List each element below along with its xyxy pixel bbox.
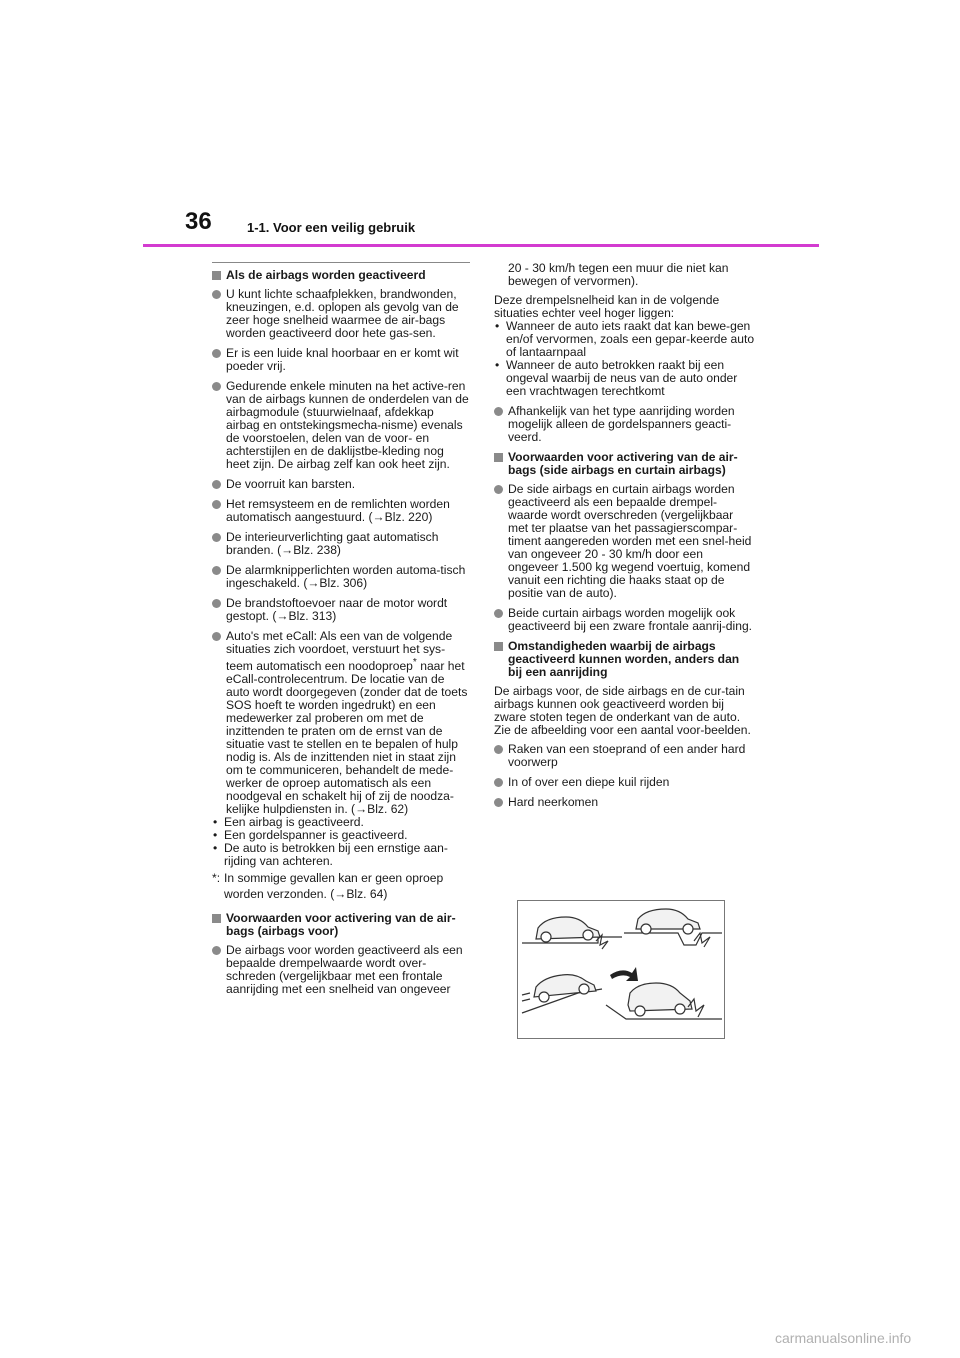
bullet-item: Hard neerkomen [494,796,756,809]
car-impact-drawing [518,901,724,1038]
page-header [185,208,820,244]
section-divider [212,262,470,263]
heading-airbags-activated: Als de airbags worden geactiveerd [212,269,470,282]
header-rule [143,244,819,247]
watermark: carmanualsonline.info [775,1330,912,1346]
situation-item: • Wanneer de auto iets raakt dat kan bewe-gen en/of vervormen, zoals een gepar-keerde auto of lantaarnpaal [494,320,756,359]
bullet-item: De voorruit kan barsten. [212,478,470,491]
bullet-item: De alarmknipperlichten worden automa-tisch ingeschakeld. (→Blz. 306) [212,564,470,590]
undercarriage-impact-illustration [517,900,725,1039]
bullet-item: De interieurverlichting gaat automatisch branden. (→Blz. 238) [212,531,470,557]
paragraph: De airbags voor, de side airbags en de cur-tain airbags kunnen ook geactiveerd worden bij zware stoten tegen de onderkant van de auto. Zie de afbeelding voor een aantal voor-beelden. [494,684,751,737]
ecall-text-2: naar het eCall-controlecentrum. De locatie van de auto wordt doorgegeven (zonder dat de toets SOS hoeft te worden ingedrukt) en een medewerker zal proberen om met de inzittenden te praten om de ernst van de situatie vast te stellen en te bepalen of hulp nodig is. Als de inzittenden niet in staat zijn om te communiceren, behandelt de mede-werker de oproep automatisch als een noodgeval en schakelt hij of zij de noodza-kelijke hulpdiensten in. (→Blz. 62) [226,659,468,817]
heading-side-airbag-conditions: Voorwaarden voor activering van de air-bags (side airbags en curtain airbags) [494,451,756,477]
bullet-item: De side airbags en curtain airbags worden geactiveerd als een bepaalde drempel-waarde wordt overschreden (vergelijkbaar met ter plaatse van het passagierscompar-timent aangereden worden met een snel-heid van ongeveer 20 - 30 km/h door een ongeveer 1.500 kg wegend voertuig, komend vanuit een richting die haaks staat op de positie van de auto). [494,483,756,600]
footnote-text: In sommige gevallen kan er geen oproep worden verzonden. (→Blz. 64) [224,871,444,902]
bullet-item: Gedurende enkele minuten na het active-ren van de airbags kunnen de onderdelen van de airbagmodule (stuurwielnaaf, afdekkap airbag en ontstekingsmecha-nisme) evenals de voorstoelen, delen van de voor- en achterstijlen en de daklijstbe-kleding nog heet zijn. De airbag zelf kan ook heet zijn. [212,380,470,471]
bullet-item: In of over een diepe kuil rijden [494,776,756,789]
heading-other-circumstances: Omstandigheden waarbij de airbags geactiveerd kunnen worden, anders dan bij een aanrijding [494,640,756,679]
right-column [494,262,756,816]
bullet-item: De brandstoftoevoer naar de motor wordt gestopt. (→Blz. 313) [212,597,470,623]
bullet-item: Er is een luide knal hoorbaar en er komt wit poeder vrij. [212,347,470,373]
heading-front-airbag-conditions: Voorwaarden voor activering van de air-bags (airbags voor) [212,912,470,938]
page-number: 36 [185,208,212,235]
bullet-item: U kunt lichte schaafplekken, brandwonden, kneuzingen, e.d. oplopen als gevolg van de zeer hoge snelheid waarmee de air-bags worden geactiveerd door hete gas-sen. [212,288,470,340]
footnote-ref: * [412,657,417,668]
section-title: 1-1. Voor een veilig gebruik [247,220,416,235]
bullet-item: Het remsysteem en de remlichten worden automatisch aangestuurd. (→Blz. 220) [212,498,470,524]
left-column [212,262,470,1003]
ecall-condition: • Een gordelspanner is geactiveerd. [212,829,470,842]
ecall-condition: • Een airbag is geactiveerd. [212,816,470,829]
bullet-item: Beide curtain airbags worden mogelijk ook geactiveerd bij een zware frontale aanrij-ding. [494,607,756,633]
bullet-item: Raken van een stoeprand of een ander hard voorwerp [494,743,756,769]
ecall-condition: • De auto is betrokken bij een ernstige aan-rijding van achteren. [212,842,470,868]
bullet-item: Afhankelijk van het type aanrijding worden mogelijk alleen de gordelspanners geacti-veerd. [494,405,756,444]
bullet-item: De airbags voor worden geactiveerd als een bepaalde drempelwaarde wordt over-schreden (vergelijkbaar met een frontale aanrijding met een snelheid van ongeveer [212,944,470,996]
situation-item: • Wanneer de auto betrokken raakt bij een ongeval waarbij de neus van de auto onder een vrachtwagen terechtkomt [494,359,756,398]
continued-text: 20 - 30 km/h tegen een muur die niet kan bewegen of vervormen). [508,261,729,288]
bullet-item-ecall [212,630,470,816]
ecall-text-1: Auto's met eCall: Als een van de volgende situaties zich voordoet, verstuurt het sys-teem automatisch een noodoproep [226,629,453,674]
footnote-mark: *: [212,871,221,886]
footnote [212,870,470,902]
paragraph: Deze drempelsnelheid kan in de volgende situaties echter veel hoger liggen: [494,293,720,320]
